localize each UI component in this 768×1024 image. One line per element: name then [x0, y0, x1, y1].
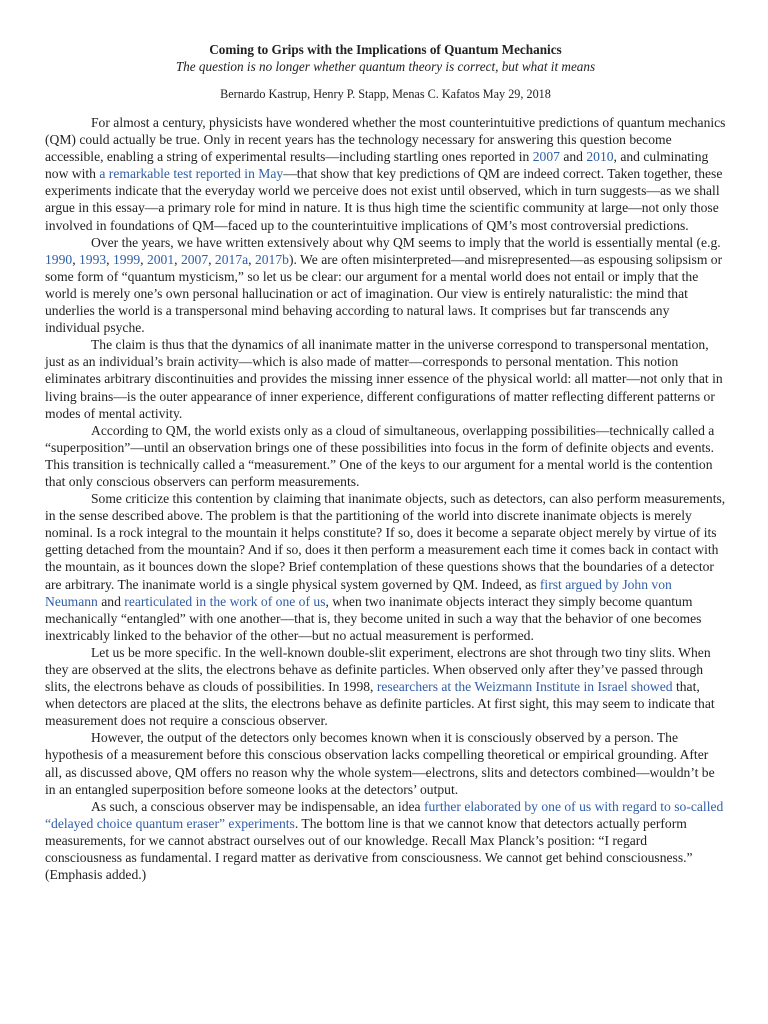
- hyperlink[interactable]: 1990: [45, 251, 73, 267]
- hyperlink[interactable]: researchers at the Weizmann Institute in Israel showed: [376, 679, 673, 695]
- hyperlink[interactable]: 2017a: [214, 251, 249, 267]
- document-title: Coming to Grips with the Implications of Quantum Mechanics: [209, 42, 562, 57]
- article-body: [45, 114, 726, 883]
- hyperlink[interactable]: 2010: [586, 149, 614, 165]
- paragraph-text: According to QM, the world exists only as a cloud of simultaneous, overlapping possibilities—technically called a “superposition”—until an observation brings one of these possibilities into focus in the form of definite objects and events. This transition is technically called a “measurement.” One of the keys to our argument for a mental world is the contention that only conscious observers can perform measurements.: [45, 422, 715, 489]
- paragraph-text: and: [559, 149, 587, 165]
- paragraph-text: The claim is thus that the dynamics of all inanimate matter in the universe correspond to transpersonal mentation, just as an individual’s brain activity—which is also made of matter—corresponds to personal mentation. This notion eliminates arbitrary discontinuities and provides the missing inner essence of the physical world: all matter—not only that in living brains—is the outer appearance of inner experience, different configurations of matter reflecting different patterns or modes of mental activity.: [45, 337, 723, 421]
- paragraph: [45, 336, 726, 421]
- paragraph-text: that, when detectors are placed at the slits, the electrons behave as definite particles. At first sight, this may seem to indicate that measurement does not require a conscious observer.: [45, 679, 715, 729]
- hyperlink[interactable]: further elaborated by one of us with regard to so-called “delayed choice quantum eraser” experiments: [45, 798, 724, 831]
- paragraph: [45, 798, 726, 883]
- paragraph: [45, 490, 726, 644]
- paragraph-text: ,: [140, 251, 147, 267]
- hyperlink[interactable]: 2001: [146, 251, 175, 267]
- paragraph: [45, 644, 726, 729]
- paragraph-text: ,: [208, 251, 215, 267]
- paragraph-text: For almost a century, physicists have wondered whether the most counterintuitive predictions of quantum mechanics (QM) could actually be true. Only in recent years has the technology necessary for answering this question become accessible, enabling a string of experimental results—including startling ones reported in: [45, 115, 726, 165]
- paragraph-text: —that show that key predictions of QM are indeed correct. Taken together, these experiments indicate that the everyday world we perceive does not exist until observed, which in turn suggests—as we shall argue in this essay—a primary role for mind in nature. It is thus high time the scientific community at large—not only those involved in foundations of QM—faced up to the counterintuitive implications of QM’s most controversial predictions.: [45, 166, 723, 233]
- paragraph: [45, 422, 726, 490]
- paragraph-text: ,: [248, 251, 255, 267]
- paragraph: [45, 729, 726, 797]
- hyperlink[interactable]: a remarkable test reported in May: [99, 166, 284, 182]
- paragraph: [45, 234, 726, 337]
- hyperlink[interactable]: 2007: [532, 149, 560, 165]
- paragraph-text: , when two inanimate objects interact they simply become quantum mechanically “entangled” with one another—that is, they become united in such a way that the behavior of one becomes inextricably linked to the behavior of the other—but no actual measurement is performed.: [45, 593, 702, 643]
- paragraph-text: ,: [106, 251, 113, 267]
- paragraph-text: Over the years, we have written extensively about why QM seems to imply that the world is essentially mental (e.g.: [91, 234, 721, 250]
- paragraph-text: . The bottom line is that we cannot know that detectors actually perform measurements, for we cannot abstract ourselves out of our knowledge. Recall Max Planck’s position: “I regard consciousness as fundamental. I regard matter as derivative from consciousness. We cannot get behind consciousness.” (Emphasis added.): [45, 815, 693, 883]
- paragraph-text: Let us be more specific. In the well-known double-slit experiment, electrons are shot through two tiny slits. When they are observed at the slits, the electrons behave as definite particles. When observed only after they’ve passed through slits, the electrons behave as clouds of possibilities. In 1998,: [45, 644, 711, 695]
- hyperlink[interactable]: 1993: [78, 251, 107, 267]
- hyperlink[interactable]: rearticulated in the work of one of us: [124, 593, 326, 609]
- hyperlink[interactable]: first argued by John von Neumann: [45, 576, 672, 609]
- paragraph-text: However, the output of the detectors only becomes known when it is consciously observed by a person. The hypothesis of a measurement before this conscious observation lacks compelling theoretical or empirical grounding. After all, as discussed above, QM offers no reason why the whole system—electrons, slits and detectors combined—wouldn’t be in an entangled superposition before someone looks at the detectors’ output.: [45, 730, 715, 797]
- paragraph-text: Some criticize this contention by claiming that inanimate objects, such as detectors, can also perform measurements, in the sense described above. The problem is that the partitioning of the world into discrete inanimate objects is merely nominal. Is a rock integral to the mountain it helps constitute? If so, does it become a separate object merely by virtue of its getting detached from the mountain? And if so, does it then perform a measurement each time it comes back in contact with the mountain, as it bounces down the slope? Brief contemplation of these questions shows that the boundaries of a detector are arbitrary. The inanimate world is a single physical system governed by QM. Indeed, as: [45, 491, 726, 592]
- hyperlink[interactable]: 2007: [180, 251, 209, 267]
- paragraph-text: ). We are often misinterpreted—and misrepresented—as espousing solipsism or some form of “quantum mysticism,” so let us be clear: our argument for a mental world does not entail or imply that the world is merely one’s own personal hallucination or act of imagination. Our view is entirely naturalistic: the mind that underlies the world is a transpersonal mind behaving according to natural laws. It comprises but far transcends any individual psyche.: [45, 251, 723, 336]
- paragraph-text: ,: [174, 251, 181, 267]
- paragraph-text: and: [97, 593, 125, 609]
- hyperlink[interactable]: 2017b: [254, 251, 289, 267]
- hyperlink[interactable]: 1999: [112, 251, 141, 267]
- document-subtitle: The question is no longer whether quantum theory is correct, but what it means: [175, 59, 596, 74]
- paragraph-text: , and culminating now with: [45, 149, 709, 182]
- author-byline: Bernardo Kastrup, Henry P. Stapp, Menas C. Kafatos May 29, 2018: [220, 87, 551, 101]
- paragraph: [45, 114, 726, 234]
- paragraph-text: As such, a conscious observer may be indispensable, an idea: [91, 798, 424, 814]
- paragraph-text: ,: [72, 251, 79, 267]
